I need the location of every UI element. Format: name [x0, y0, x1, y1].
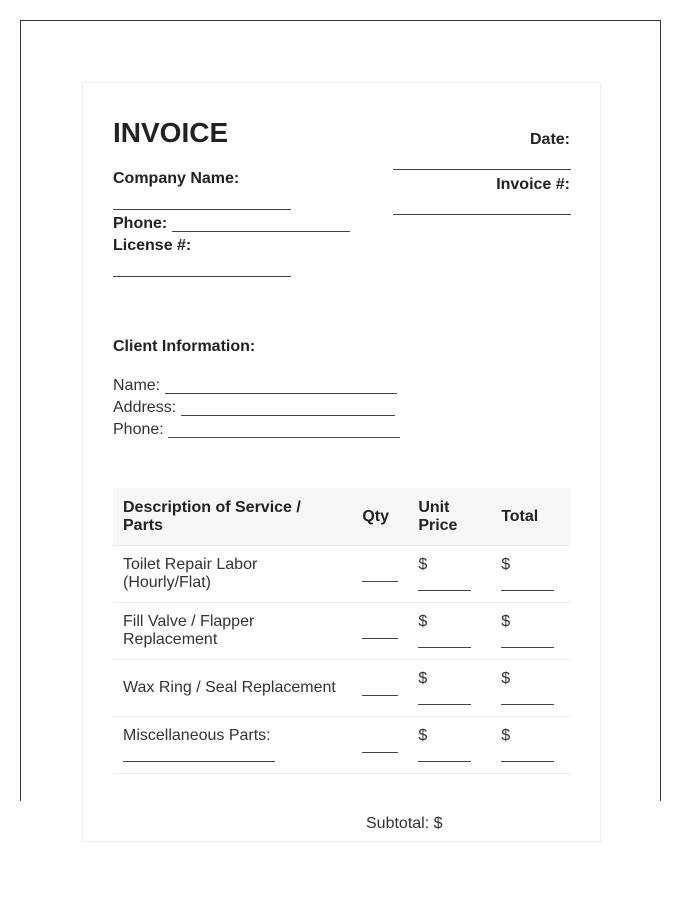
date-label: Date:	[529, 131, 570, 148]
total-field[interactable]	[491, 660, 571, 717]
total-field[interactable]	[491, 603, 571, 660]
client-address-field[interactable]	[181, 415, 395, 416]
column-header-qty: Qty	[352, 488, 408, 546]
qty-field[interactable]	[352, 660, 408, 717]
column-header-unit-price: Unit Price	[408, 488, 491, 546]
total-field[interactable]	[491, 546, 571, 603]
row-description: Fill Valve / Flapper Replacement	[113, 603, 352, 660]
unit-price-field[interactable]	[408, 603, 491, 660]
unit-price-field[interactable]	[408, 717, 491, 774]
currency-symbol: $	[418, 613, 428, 630]
invoice-title: INVOICE	[113, 117, 229, 148]
page-frame	[20, 20, 661, 832]
client-info-heading: Client Information:	[113, 338, 256, 355]
company-phone-field[interactable]	[172, 231, 350, 232]
row-description: Wax Ring / Seal Replacement	[113, 660, 352, 717]
subtotal-label: Subtotal: $	[366, 815, 443, 832]
company-name-label: Company Name:	[113, 170, 240, 187]
row-description: Toilet Repair Labor (Hourly/Flat)	[113, 546, 352, 603]
unit-price-field[interactable]	[408, 660, 491, 717]
date-field[interactable]	[393, 169, 571, 170]
column-header-description: Description of Service / Parts	[113, 488, 352, 546]
license-label: License #:	[113, 237, 192, 254]
client-name-field[interactable]	[165, 393, 397, 394]
qty-field[interactable]	[352, 603, 408, 660]
client-phone-field[interactable]	[168, 437, 400, 438]
currency-symbol: $	[501, 727, 511, 744]
misc-parts-field[interactable]	[123, 761, 275, 762]
services-table	[113, 488, 571, 774]
table-header-row	[113, 488, 571, 546]
invoice-number-label: Invoice #:	[496, 176, 570, 193]
invoice-number-field[interactable]	[393, 214, 571, 215]
currency-symbol: $	[501, 613, 511, 630]
column-header-total: Total	[491, 488, 571, 546]
currency-symbol: $	[418, 556, 428, 573]
qty-field[interactable]	[352, 546, 408, 603]
client-name-label: Name:	[113, 377, 161, 394]
invoice-sheet	[82, 82, 601, 842]
currency-symbol: $	[501, 556, 511, 573]
currency-symbol: $	[418, 727, 428, 744]
company-phone-label: Phone:	[113, 215, 168, 232]
license-field[interactable]	[113, 276, 291, 277]
row-description-cell	[113, 717, 352, 774]
currency-symbol: $	[501, 670, 511, 687]
total-field[interactable]	[491, 717, 571, 774]
currency-symbol: $	[418, 670, 428, 687]
table-row	[113, 546, 571, 603]
company-name-field[interactable]	[113, 209, 291, 210]
table-row	[113, 603, 571, 660]
qty-field[interactable]	[352, 717, 408, 774]
table-row	[113, 660, 571, 717]
unit-price-field[interactable]	[408, 546, 491, 603]
table-row	[113, 717, 571, 774]
client-address-label: Address:	[113, 399, 177, 416]
client-phone-label: Phone:	[113, 421, 164, 438]
row-description: Miscellaneous Parts:	[123, 727, 271, 744]
